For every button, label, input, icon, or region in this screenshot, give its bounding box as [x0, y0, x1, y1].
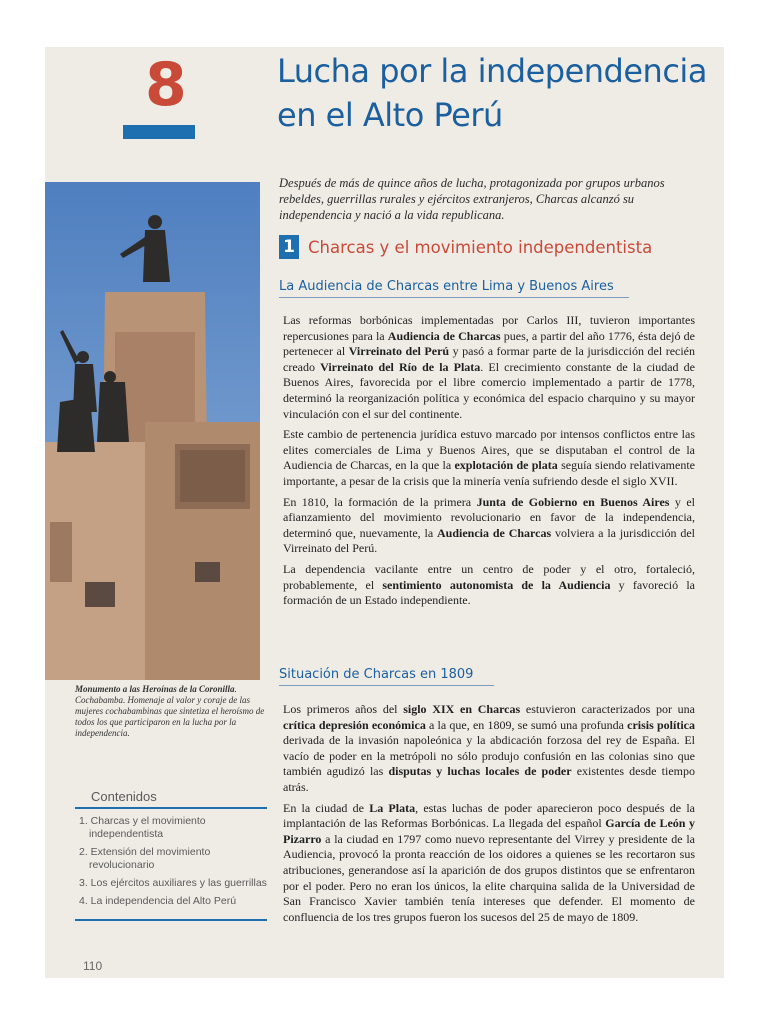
- contents-box: [75, 789, 267, 921]
- section-number: 1: [279, 235, 299, 259]
- paragraph-3: En 1810, la formación de la primera Junta de Gobierno en Buenos Aires y el afianzamiento del movimiento revolucionario en favor de la independencia, determinó que, nuevamente, la Audiencia de Charcas volviera a la jurisdicción del Virreinato del Perú.: [283, 494, 696, 556]
- chapter-bar: [123, 125, 195, 139]
- section-body-2: [283, 702, 695, 930]
- chapter-number: 8: [145, 50, 187, 120]
- caption-title: Monumento a las Heroínas de la Coronilla: [75, 684, 235, 694]
- chapter-title: [277, 49, 717, 137]
- contents-item: 3. Los ejércitos auxiliares y las guerrillas: [79, 877, 267, 889]
- paragraph-4: La dependencia vacilante entre un centro de poder y el otro, fortaleció, probablemente, el sentimiento autonomista de la Audiencia y favoreció la formación de un Estado independiente.: [283, 561, 695, 608]
- contents-item: 4. La independencia del Alto Perú: [79, 895, 237, 907]
- book-page: [45, 47, 724, 978]
- paragraph-1: Las reformas borbónicas implementadas por Carlos III, tuvieron importantes repercusiones para la Audiencia de Charcas pues, a partir del año 1776, ésta dejó de pertenecer al Virreinato del Perú y pasó a formar parte de la jurisdicción del recién creado Virreinato del Río de la Plata. El crecimiento constante de la ciudad de Buenos Aires, favorecida por el libre comercio implementado a partir de 1778, determinó la reorganización política y económica del espacio charquino y su mayor vinculación con el sur del continente.: [283, 313, 696, 421]
- contents-item: 2. Extensión del movimiento revolucionario: [79, 846, 211, 871]
- contents-rule: [75, 919, 267, 921]
- paragraph-6: En la ciudad de La Plata, estas luchas de poder aparecieron poco después de la implantación de las Reformas Borbónicas. La llegada del español García de León y Pizarro a la ciudad en 1797 como nuevo representante del Virrey y presidente de la Audiencia, provocó la pronta reacción de los oidores a quienes se les recortaron sus atribuciones, generandose así la aparición de dos grupos distintos que se enfrentaron por el poder. Pero no eran los únicos, la elite charquina salida de la Universidad de San Francisco Xavier también tenía intereses que defender. El momento de confluencia de los tres grupos fueron los sucesos del 25 de mayo de 1809.: [283, 800, 696, 924]
- paragraph-5: Los primeros años del siglo XIX en Charcas estuvieron caracterizados por una crítica depresión económica a la que, en 1809, se sumó una profunda crisis política derivada de la invasión napoleónica y la abdicación forzosa del rey de España. El vacío de poder en la metrópoli no sólo produjo confusión en las colonias sino que también agudizó las disputas y luchas locales de poder existentes desde tiempo atrás.: [283, 702, 696, 794]
- contents-list: [75, 815, 267, 919]
- contents-heading: Contenidos: [75, 789, 267, 809]
- monument-illustration: [45, 182, 260, 680]
- chapter-intro: Después de más de quince años de lucha, protagonizada por grupos urbanos rebeldes, guerrillas rurales y ejércitos extranjeros, Charcas alcanzó su independencia y nació a la vida republicana.: [279, 176, 665, 222]
- subheading-situacion: Situación de Charcas en 1809: [279, 667, 494, 686]
- monument-photo: [45, 182, 260, 680]
- page-number: 110: [83, 959, 103, 973]
- photo-caption: [75, 684, 265, 739]
- section-body-1: [283, 313, 695, 614]
- chapter-title-line1: Lucha por la independencia: [277, 52, 707, 90]
- chapter-title-line2: en el Alto Perú: [277, 96, 503, 134]
- section-heading: [279, 235, 699, 259]
- caption-text: . Cochabamba. Homenaje al valor y coraje de las mujeres cochabambinas que sintetiza el heroísmo de todos los que participaron en la lucha por la independencia.: [75, 684, 265, 738]
- contents-item: 1. Charcas y el movimiento independentista: [79, 815, 206, 840]
- paragraph-2: Este cambio de pertenencia jurídica estuvo marcado por intensos conflictos entre las elites comerciales de Lima y Buenos Aires, que se disputaban el control de la Audiencia de Charcas, en la que la explotación de plata seguía siendo relativamente importante, a pesar de la crisis que la minería venía sufriendo desde el siglo XVII.: [283, 427, 695, 488]
- subheading-audiencia: La Audiencia de Charcas entre Lima y Buenos Aires: [279, 279, 629, 298]
- section-title: Charcas y el movimiento independentista: [308, 237, 653, 257]
